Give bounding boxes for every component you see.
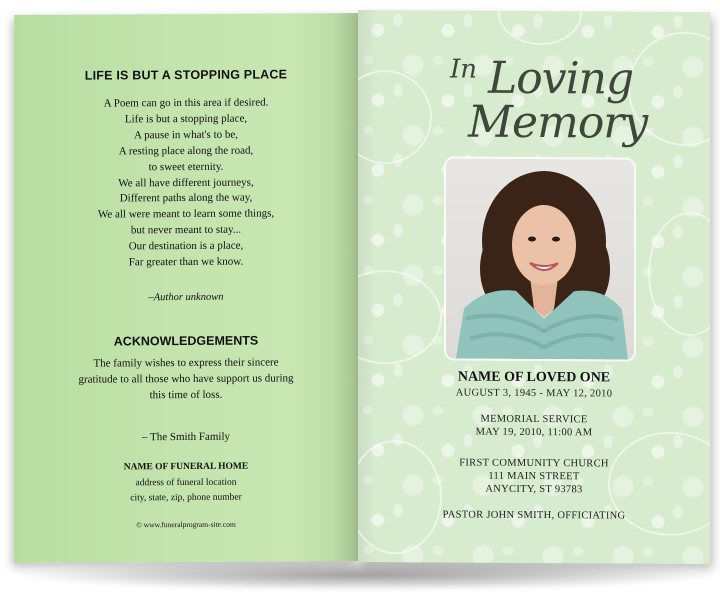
in-loving-memory-heading [448, 46, 648, 157]
website-credit: © www.funeralprogram-site.com [136, 519, 236, 530]
hair-curl [502, 185, 530, 213]
damask-swirl [358, 70, 432, 165]
acknowledgements-title: ACKNOWLEDGEMENTS [113, 333, 259, 349]
church-street: 111 MAIN STREET [488, 470, 580, 483]
poem-line: A resting place along the road, [118, 144, 254, 158]
eye-shape [552, 237, 560, 242]
poem-line: We all were meant to learn some things, [97, 207, 275, 221]
funeral-home-address: address of funeral location [135, 477, 237, 489]
church-name: FIRST COMMUNITY CHURCH [459, 457, 609, 470]
service-time: MAY 19, 2010, 11:00 AM [475, 426, 593, 439]
poem-line: A Poem can go in this area if desired. [103, 96, 269, 110]
script-in: In [450, 54, 478, 85]
church-city: ANYCITY, ST 93783 [485, 483, 583, 496]
floor-shadow [20, 560, 710, 590]
poem-line: Different paths along the way, [119, 192, 253, 205]
face-shape [512, 205, 576, 285]
poem-line: Our destination is a place, [128, 239, 244, 253]
service-title: MEMORIAL SERVICE [480, 413, 588, 426]
loved-one-name: NAME OF LOVED ONE [457, 369, 611, 386]
funeral-home-name: NAME OF FUNERAL HOME [123, 461, 249, 473]
damask-swirl [648, 212, 710, 337]
acknowledgements-body: The family wishes to express their sincere gratitude to all those who have support us during this time of loss. [78, 356, 294, 402]
poem [14, 95, 358, 272]
poem-line: A pause in what's to be, [133, 128, 239, 142]
poem-line: Far greater than we know. [128, 255, 244, 269]
hair-curl [528, 173, 560, 205]
script-memory: Memory [468, 96, 648, 149]
acknowledgements-signature: – The Smith Family [141, 430, 231, 444]
portrait-photo [446, 158, 634, 359]
hair-curl [558, 185, 586, 213]
right-panel [358, 10, 710, 564]
poem-line: to sweet eternity. [148, 160, 224, 173]
funeral-home-city: city, state, zip, phone number [130, 492, 242, 504]
portrait-illustration [446, 158, 634, 359]
left-panel [14, 13, 358, 563]
poem-title: LIFE IS BUT A STOPPING PLACE [84, 67, 288, 83]
script-loving: Loving [488, 52, 634, 105]
damask-swirl [358, 270, 442, 365]
eye-shape [528, 236, 536, 241]
poem-line: but never meant to stay... [130, 223, 242, 237]
poem-line: We all have different journeys, [118, 176, 254, 189]
poem-line: Life is but a stopping place, [124, 112, 248, 126]
poem-author: –Author unknown [148, 291, 224, 304]
officiant: PASTOR JOHN SMITH, OFFICIATING [442, 509, 626, 522]
damask-swirl [498, 10, 582, 45]
life-dates: AUGUST 3, 1945 - MAY 12, 2010 [455, 387, 613, 400]
